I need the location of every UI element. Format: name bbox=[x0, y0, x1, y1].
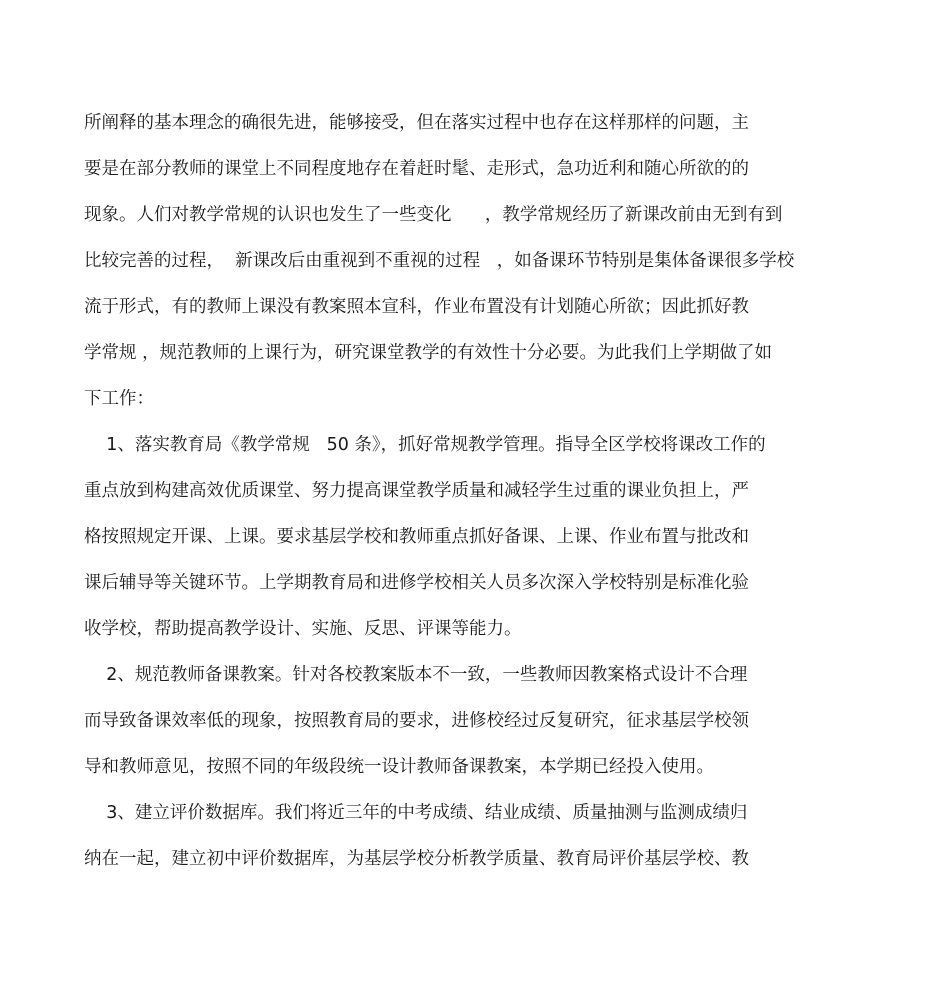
text-line: 要是在部分教师的课堂上不同程度地存在着赶时髦、走形式，急功近利和随心所欲的的 bbox=[84, 159, 749, 179]
text-line: 而导致备课效率低的现象，按照教育局的要求，进修校经过反复研究，征求基层学校领 bbox=[84, 711, 749, 731]
text-line: 流于形式，有的教师上课没有教案照本宣科，作业布置没有计划随心所欲；因此抓好教 bbox=[84, 297, 749, 317]
text-line: 收学校，帮助提高教学设计、实施、反思、评课等能力。 bbox=[84, 619, 522, 639]
text-line: 1、落实教育局《教学常规 50 条》，抓好常规教学管理。指导全区学校将课改工作的 bbox=[84, 435, 766, 455]
text-line: 纳在一起，建立初中评价数据库，为基层学校分析教学质量、教育局评价基层学校、教 bbox=[84, 849, 749, 869]
text-line: 2、规范教师备课教案。针对各校教案版本不一致，一些教师因教案格式设计不合理 bbox=[84, 665, 748, 685]
text-line: 重点放到构建高效优质课堂、努力提高课堂教学质量和减轻学生过重的课业负担上，严 bbox=[84, 481, 749, 501]
text-line: 比较完善的过程， 新课改后由重视到不重视的过程 ，如备课环节特别是集体备课很多学校 bbox=[84, 251, 795, 271]
text-line: 格按照规定开课、上课。要求基层学校和教师重点抓好备课、上课、作业布置与批改和 bbox=[84, 527, 749, 547]
text-line: 课后辅导等关键环节。上学期教育局和进修学校相关人员多次深入学校特别是标准化验 bbox=[84, 573, 749, 593]
text-line: 所阐释的基本理念的确很先进，能够接受，但在落实过程中也存在这样那样的问题，主 bbox=[84, 113, 749, 133]
text-line: 下工作： bbox=[84, 389, 154, 409]
text-line: 3、建立评价数据库。我们将近三年的中考成绩、结业成绩、质量抽测与监测成绩归 bbox=[84, 803, 748, 823]
text-line: 现象。人们对教学常规的认识也发生了一些变化 ，教学常规经历了新课改前由无到有到 bbox=[84, 205, 783, 225]
text-line: 导和教师意见，按照不同的年级段统一设计教师备课教案，本学期已经投入使用。 bbox=[84, 757, 714, 777]
text-line: 学常规 ，规范教师的上课行为，研究课堂教学的有效性十分必要。为此我们上学期做了如 bbox=[84, 343, 773, 363]
